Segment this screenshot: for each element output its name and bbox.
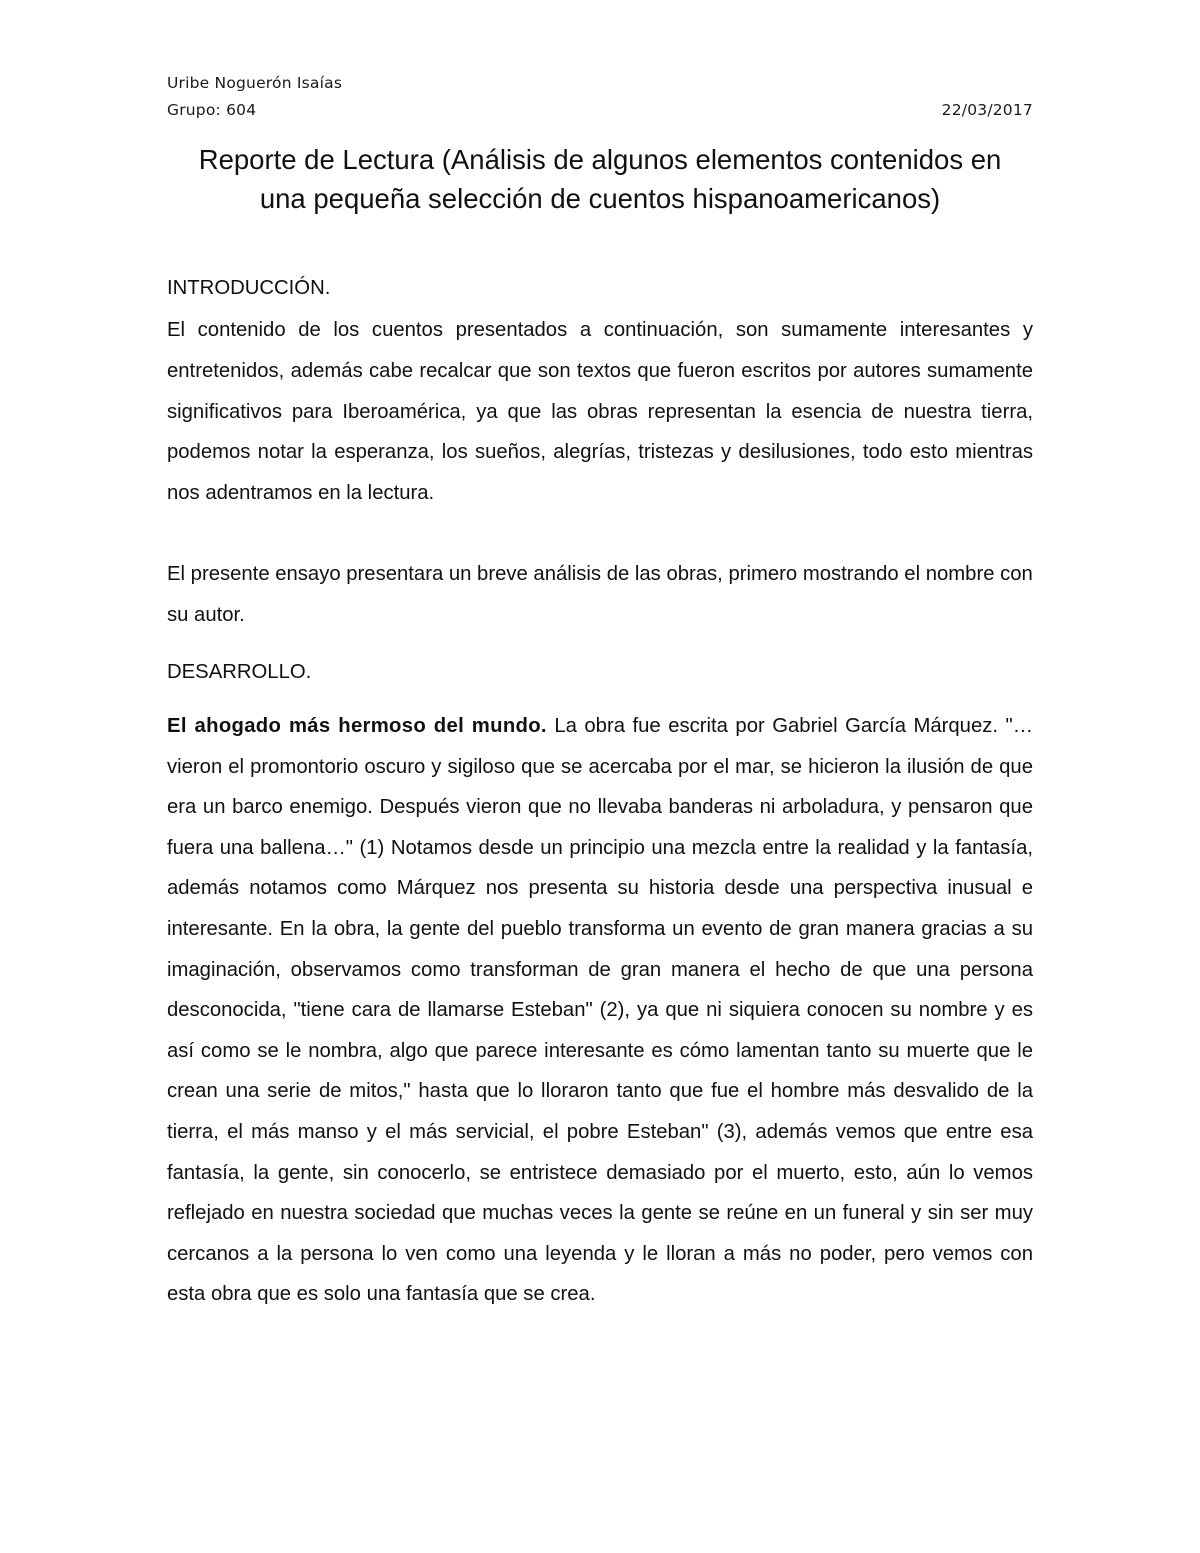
header-row <box>167 101 1033 119</box>
document-date: 22/03/2017 <box>941 101 1033 119</box>
essay-purpose-paragraph: El presente ensayo presentara un breve análisis de las obras, primero mostrando el nombre con su autor. <box>167 563 1033 626</box>
development-paragraph-text: La obra fue escrita por Gabriel García Márquez. "…vieron el promontorio oscuro y sigiloso que se acercaba por el mar, se hicieron la ilusión de que era un barco enemigo. Después vieron que no llevaba banderas ni arboladura, y pensaron que fuera una ballena…" (1) Notamos desde un principio una mezcla entre la realidad y la fantasía, además notamos como Márquez nos presenta su historia desde una perspectiva inusual e interesante. En la obra, la gente del pueblo transforma un evento de gran manera gracias a su imaginación, observamos como transforman de gran manera el hecho de que una persona desconocida, "tiene cara de llamarse Esteban" (2), ya que ni siquiera conocen su nombre y es así como se le nombra, algo que parece interesante es cómo lamentan tanto su muerte que le crean una serie de mitos," hasta que lo lloraron tanto que fue el hombre más desvalido de la tierra, el más manso y el más servicial, el pobre Esteban" (3), además vemos que entre esa fantasía, la gente, sin conocerlo, se entristece demasiado por el muerto, esto, aún lo vemos reflejado en nuestra sociedad que muchas veces la gente se reúne en un funeral y sin ser muy cercanos a la persona lo ven como una leyenda y le lloran a más no poder, pero vemos con esta obra que es solo una fantasía que se crea. <box>167 715 1033 1306</box>
introduction-paragraph: El contenido de los cuentos presentados a continuación, son sumamente interesantes y entretenidos, además cabe recalcar que son textos que fueron escritos por autores sumamente significativos para Iberoamérica, ya que las obras representan la esencia de nuestra tierra, podemos notar la esperanza, los sueños, alegrías, tristezas y desilusiones, todo esto mientras nos adentramos en la lectura. <box>167 319 1033 505</box>
document-title: Reporte de Lectura (Análisis de algunos elementos contenidos en una pequeña selección de cuentos hispanoamericanos) <box>198 144 1002 214</box>
group-label: Grupo: 604 <box>167 101 257 119</box>
introduction-heading: INTRODUCCIÓN. <box>167 277 331 299</box>
author-name: Uribe Noguerón Isaías <box>167 74 343 92</box>
work-title: El ahogado más hermoso del mundo. <box>167 715 547 737</box>
development-heading: DESARROLLO. <box>167 661 312 683</box>
development-paragraph <box>167 706 1033 1315</box>
